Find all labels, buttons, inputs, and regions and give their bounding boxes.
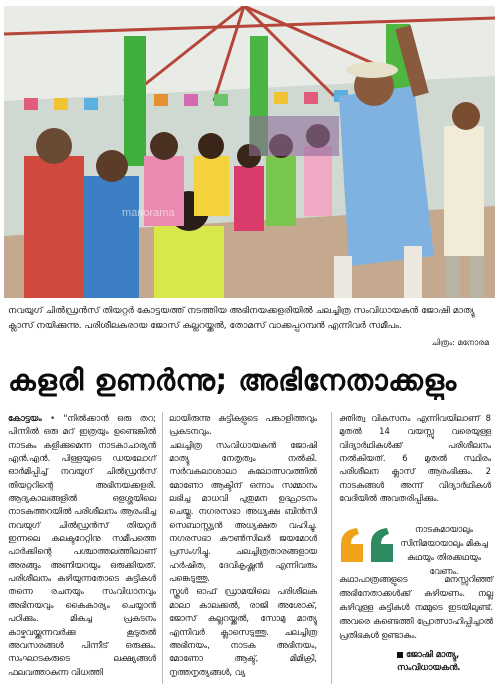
article-column-1 [8, 412, 156, 679]
pull-quote-author [397, 648, 489, 674]
article-text-col2: ലായിരുന്നു കുട്ടികളുടെ പങ്കാളിത്തവും പ്രകടനവും. ചലച്ചിത്ര സംവിധായകൻ ജോഷി മാത്യു നേതൃത്വം നൽകി. സർവകലാശാലാ കലോത്സവത്തിൽ മോണോ ആക്ടിന് ഒന്നാം സമ്മാനം ലഭിച്ച മാധവി പുതുമന ഉദ്ഘാടനം ചെയ്തു. നഗരസഭാ അധ്യക്ഷ ബിൻസി സെബാസ്റ്റ്യൻ അധ്യക്ഷത വഹിച്ചു. നഗരസഭാ കൗൺസിലർ ജയമോൾ പ്രസംഗിച്ചു. ചലച്ചിത്രതാരങ്ങളായ ഹർഷിത, ദേവികൃഷ്ണൻ എന്നിവരും പങ്കെടുത്തു. സ്കൂൾ ഓഫ് ഡ്രാമയിലെ പരിശീലക മാലാ കാലക്കൽ, രാജി അശോക്, ജോസ് കല്ലറയ്ക്കൽ, സോമു മാത്യു എന്നിവർ ക്ലാസെടുത്തു. ചലച്ചിത്ര അഭിനയം, നാടക അഭിനയം, മോണോ ആക്ട്, മിമിക്രി, നൃത്തനൃത്യങ്ങൾ, വ്യ [169, 413, 317, 677]
photo-children-acting-workshop-icon [4, 6, 495, 298]
square-bullet-icon [397, 652, 403, 658]
pull-quote [339, 520, 493, 692]
photo-watermark: manorama [122, 207, 175, 219]
article-text-col3: ക്തിത്വ വികസനം എന്നിവയിലാണ് 8 മുതൽ 14 വയസ്സു വരെയുള്ള വിദ്യാർഥികൾക്ക് പരിശീലനം നൽകിയത്. 6 മുതൽ സ്ഥിരം പരിശീലന ക്ലാസ് ആരംഭിക്കും. 2 നാടകങ്ങൾ അന്ന് വിദ്യാർഥികൾ വേദിയിൽ അവതരിപ്പിക്കും. [339, 413, 491, 504]
news-photo [4, 6, 495, 298]
article-column-3 [339, 412, 491, 505]
bullet-icon: • [50, 413, 56, 423]
column-divider [331, 412, 332, 684]
article-column-2 [169, 412, 317, 679]
pull-quote-lead: നാടകമായാലും സിനിമയായാലും മികച്ച കഥയും തിരക്കഥയും വേണം. [400, 524, 488, 576]
dateline: കോട്ടയം [8, 413, 42, 423]
quote-marks-icon [339, 526, 397, 564]
photo-caption: നവയുഗ് ചിൽഡ്രൻസ് തിയറ്റർ കോട്ടയത്ത് നടത്തിയ അഭിനയക്കളരിയിൽ ചലച്ചിത്ര സംവിധായകൻ ജോഷി മാത്യു ക്ലാസ് നയിക്കുന്നു. പരിശീലകരായ ജോസ് കല്ലറയ്ക്കൽ, തോമസ് വാക്കപ്പറമ്പൻ എന്നിവർ സമീപം. [8, 306, 475, 331]
author-role: സംവിധായകൻ. [397, 662, 461, 672]
headline: കളരി ഉണർന്നു; അഭിനേതാക്കളും [8, 363, 457, 397]
photo-credit: ചിത്രം: മനോരമ [431, 338, 489, 347]
article-text-col1: "നിൽക്കാൻ ഒരു തറ; പിന്നിൽ ഒരു മറ് ഇത്രയും ഉണ്ടെങ്കിൽ നാടകം കളിക്കുമെന്ന നാടകാചാര്യൻ എൻ.എൻ. പിള്ളയുടെ ഡയലോഗ് ഓർമിപ്പിച്ച് നവയുഗ് ചിൽഡ്രൻസ് തിയറ്ററിന്റെ അഭിനയക്കളരി. ആദ്യകാലങ്ങളിൽ ഒളശ്ശയിലെ നാടകത്തറയിൽ പരിശീലനം ആരംഭിച്ച നവയുഗ് ചിൽഡ്രൻസ് തിയറ്റർ ഇന്നലെ കലക്ടറേറ്റിനു സമീപത്തെ പാർക്കിന്റെ പശ്ചാത്തലത്തിലാണ് അരങ്ങും അണിയറയും ഒരുക്കിയത്. പരിശീലനം കഴിയുന്നതോടെ കുട്ടികൾ തന്നെ രചനയും സംവിധാനവും അഭിനയവും കൈകാര്യം ചെയ്യാൻ പഠിക്കും. മികച്ച പ്രകടനം കാഴ്ചവയ്ക്കുന്നവർക്കു കൂടുതൽ അവസരങ്ങൾ പിന്നീട് ഒരുക്കും. സംഘാടകരുടെ ലക്ഷ്യങ്ങൾ ഫലവത്താകുന്ന വിധത്തി [8, 413, 156, 677]
column-divider [162, 412, 163, 684]
pull-quote-body: കഥാപാത്രങ്ങളുടെ മനസ്സറിഞ്ഞ് അഭിനേതാക്കൾക്ക് കഴിയണം. നല്ല കഴിവുള്ള കുട്ടികൾ നമ്മുടെ ഇടയിലുണ്ട്. അവരെ കണ്ടെത്തി പ്രോത്സാഹിപ്പിച്ചാൽ പ്രതിഭകൾ ഉണ്ടാകും. [339, 574, 493, 640]
author-name: ജോഷി മാത്യു, [406, 649, 460, 659]
